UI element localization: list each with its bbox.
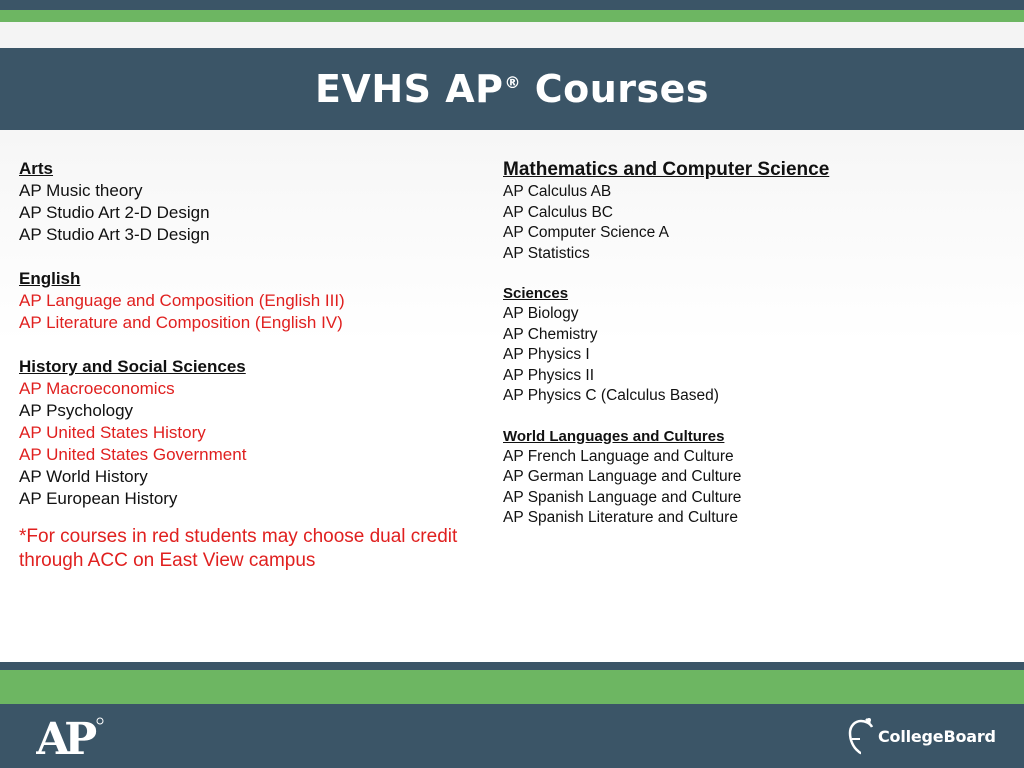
- course-item: AP French Language and Culture: [503, 447, 734, 465]
- right-column: [503, 158, 1003, 529]
- course-item: AP Psychology: [19, 401, 134, 420]
- slide-title: [315, 67, 709, 111]
- arts-heading: Arts: [19, 159, 54, 178]
- acorn-icon: [846, 717, 876, 755]
- course-item-dual-credit: AP Macroeconomics: [19, 379, 175, 398]
- course-item-dual-credit: AP Language and Composition (English III): [19, 291, 345, 310]
- title-bar: [0, 48, 1024, 130]
- bottom-green-band: [0, 670, 1024, 704]
- bottom-dark-stripe: [0, 662, 1024, 670]
- course-item: AP German Language and Culture: [503, 468, 742, 485]
- course-item: AP European History: [19, 489, 178, 508]
- course-item: AP Statistics: [503, 244, 590, 262]
- course-item: AP Physics I: [503, 346, 590, 363]
- course-item: AP Computer Science A: [503, 224, 669, 241]
- history-heading: History and Social Sciences: [19, 357, 246, 376]
- course-item: AP Physics II: [503, 366, 595, 384]
- course-item: AP Biology: [503, 305, 579, 322]
- world-languages-heading: World Languages and Cultures: [503, 427, 725, 445]
- course-item: AP Calculus AB: [503, 183, 612, 200]
- course-item-dual-credit: AP United States History: [19, 423, 206, 442]
- english-heading: English: [19, 269, 81, 288]
- top-green-stripe: [0, 10, 1024, 22]
- course-item-dual-credit: AP United States Government: [19, 445, 247, 464]
- collegeboard-logo: [846, 716, 996, 756]
- spacer: [503, 264, 1003, 284]
- collegeboard-text: CollegeBoard: [878, 726, 996, 746]
- course-item: AP Music theory: [19, 181, 143, 200]
- ap-logo: [36, 712, 106, 760]
- sciences-heading: Sciences: [503, 285, 569, 302]
- course-item: AP Studio Art 2-D Design: [19, 203, 210, 222]
- left-column: [19, 158, 489, 573]
- spacer: [503, 407, 1003, 427]
- spacer: [19, 246, 489, 268]
- ap-logo-reg-icon: [97, 718, 103, 724]
- math-cs-heading: Mathematics and Computer Science: [503, 159, 830, 180]
- spacer: [19, 334, 489, 356]
- content-area: [0, 130, 1024, 662]
- course-item-dual-credit: AP Literature and Composition (English IV): [19, 313, 343, 332]
- registered-mark: ®: [504, 73, 521, 92]
- dual-credit-note: *For courses in red students may choose dual credit through ACC on East View campus: [19, 526, 458, 571]
- course-item: AP Spanish Language and Culture: [503, 488, 742, 506]
- course-item: AP World History: [19, 467, 148, 486]
- course-item: AP Spanish Literature and Culture: [503, 509, 738, 526]
- top-dark-stripe: [0, 0, 1024, 10]
- course-item: AP Calculus BC: [503, 203, 613, 221]
- title-main: EVHS AP: [314, 67, 504, 111]
- course-item: AP Physics C (Calculus Based): [503, 387, 719, 404]
- ap-logo-text: AP: [36, 714, 92, 760]
- course-item: AP Studio Art 3-D Design: [19, 225, 210, 244]
- top-light-band: [0, 22, 1024, 48]
- title-rest: Courses: [521, 67, 710, 111]
- course-item: AP Chemistry: [503, 325, 598, 343]
